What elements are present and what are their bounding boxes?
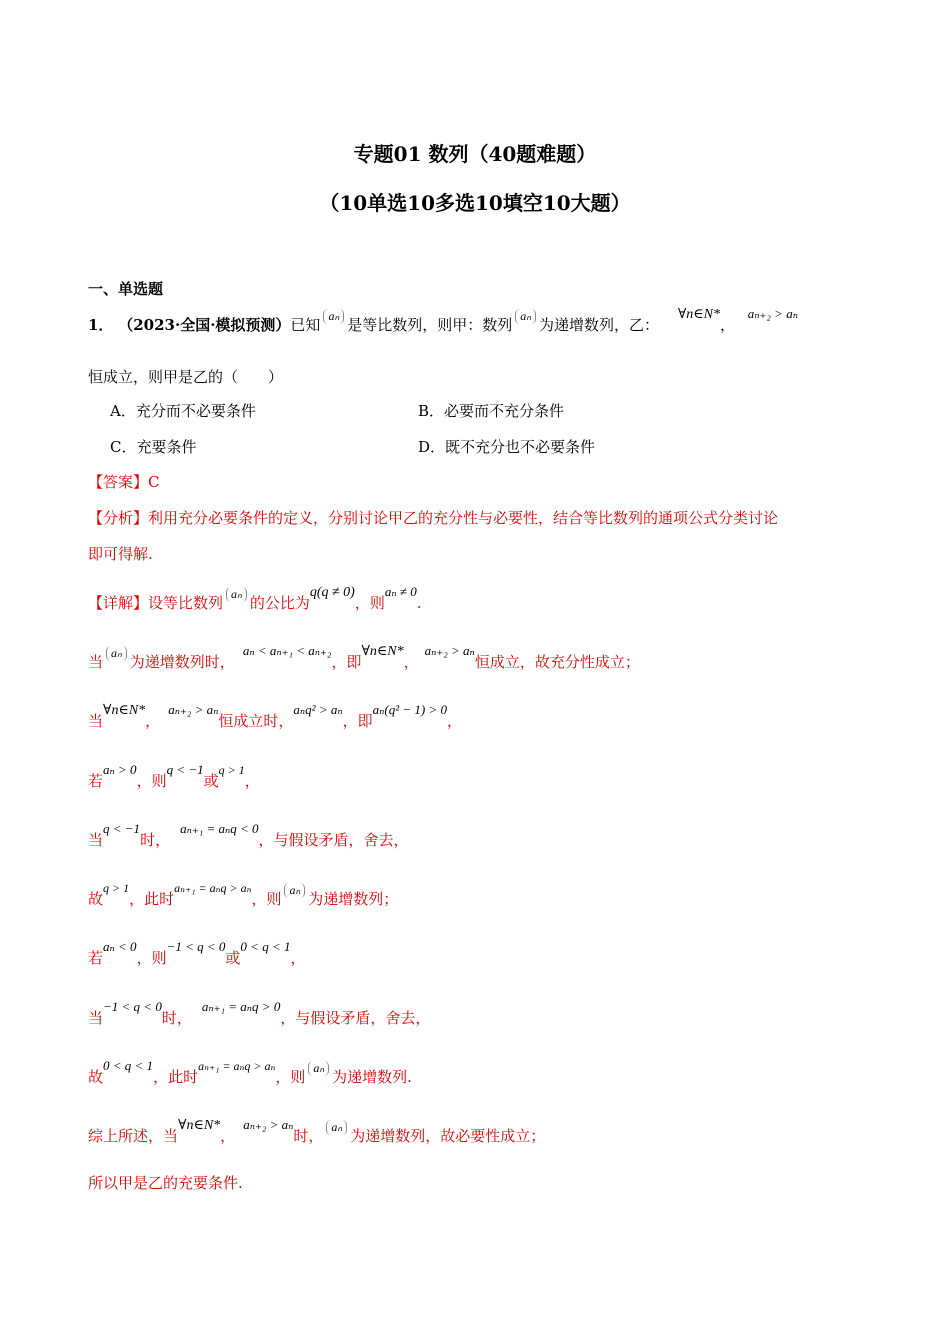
answer-value: C xyxy=(148,473,160,491)
question-source: （2023·全国·模拟预测） xyxy=(118,316,291,334)
conclusion-line: 所以甲是乙的充要条件. xyxy=(88,1174,243,1192)
detail-text: ，则 xyxy=(275,1068,306,1086)
detail-text: 为递增数列，故必要性成立； xyxy=(350,1127,546,1145)
stem-text: ， xyxy=(719,316,735,334)
detail-text: ，则 xyxy=(354,594,385,612)
question-stem-cont: 恒成立，则甲是乙的（ ） xyxy=(88,368,284,386)
detail-line-8 xyxy=(88,999,431,1028)
question-stem xyxy=(88,306,798,335)
analysis-cont: 即可得解. xyxy=(88,545,153,563)
detail-text: ， xyxy=(447,712,463,730)
detail-text: 或 xyxy=(203,772,219,790)
math-forall: ∀n∈N* xyxy=(677,307,720,322)
detail-text: ，则 xyxy=(251,890,282,908)
detail-text: 当 xyxy=(88,1009,104,1027)
math-ratio: q(q ≠ 0) xyxy=(309,585,355,600)
math-condition: aₙ₊₂ > aₙ xyxy=(243,1117,294,1132)
detail-text: 时， xyxy=(161,1009,192,1027)
analysis-tag: 【分析】 xyxy=(88,509,149,527)
question-number: 1． xyxy=(88,316,114,334)
detail-text: 当 xyxy=(88,712,104,730)
detail-text: ， xyxy=(403,653,419,671)
detail-text: ，此时 xyxy=(129,890,175,908)
detail-text: 为递增数列； xyxy=(308,890,399,908)
detail-text: . xyxy=(416,594,422,612)
detail-text: 当 xyxy=(88,831,104,849)
detail-text: 时， xyxy=(140,831,171,849)
math-0-q-1: 0 < q < 1 xyxy=(240,939,291,954)
math-forall: ∀n∈N* xyxy=(361,644,404,659)
detail-text: 故 xyxy=(88,890,104,908)
detail-text: 故 xyxy=(88,1068,104,1086)
math-forall: ∀n∈N* xyxy=(178,1118,221,1133)
detail-text: 或 xyxy=(225,949,241,967)
stem-text: 为递增数列，乙： xyxy=(539,316,660,334)
math-anq2: aₙq² > aₙ xyxy=(293,702,343,717)
answer-line xyxy=(88,471,160,492)
detail-tag: 【详解】 xyxy=(88,594,149,612)
math-condition: aₙ₊₂ > aₙ xyxy=(424,643,475,658)
math-sequence: aₙ xyxy=(323,309,344,324)
option-c[interactable]: C．充要条件 xyxy=(110,438,197,456)
option-a[interactable]: A．充分而不必要条件 xyxy=(110,402,256,420)
detail-text: ， xyxy=(244,772,260,790)
math-sequence: aₙ xyxy=(284,883,305,898)
detail-text: 恒成立时， xyxy=(218,712,294,730)
detail-text: ，即 xyxy=(331,653,362,671)
analysis-line xyxy=(88,507,778,528)
detail-line-2 xyxy=(88,643,640,672)
detail-text: 时， xyxy=(293,1127,324,1145)
math-an1-gt-an: aₙ₊₁ = aₙq > aₙ xyxy=(198,1059,276,1073)
section-heading: 一、单选题 xyxy=(88,280,164,298)
detail-text: ， xyxy=(290,949,306,967)
math-neg1-q-0: −1 < q < 0 xyxy=(166,939,226,954)
math-sequence: aₙ xyxy=(106,646,127,661)
math-anq2m1: aₙ(q² − 1) > 0 xyxy=(372,702,448,717)
detail-text: ，与假设矛盾，舍去， xyxy=(280,1009,431,1027)
math-q-gt1: q > 1 xyxy=(218,763,245,777)
detail-text: ， xyxy=(145,712,161,730)
stem-text: 已知 xyxy=(290,316,321,334)
option-d[interactable]: D．既不充分也不必要条件 xyxy=(418,438,596,456)
math-q-gt1: q > 1 xyxy=(103,881,130,895)
detail-text: ，此时 xyxy=(153,1068,199,1086)
detail-text: ，即 xyxy=(342,712,373,730)
math-0-q-1: 0 < q < 1 xyxy=(103,1058,154,1073)
detail-line-6 xyxy=(88,881,399,909)
math-an-nonzero: aₙ ≠ 0 xyxy=(384,584,417,599)
detail-line-10 xyxy=(88,1117,546,1146)
math-condition: aₙ₊₂ > aₙ xyxy=(747,306,798,321)
detail-line-7 xyxy=(88,939,306,968)
detail-line-1 xyxy=(88,584,422,613)
answer-tag: 【答案】 xyxy=(88,473,149,491)
math-forall: ∀n∈N* xyxy=(103,703,146,718)
page-title: 专题01 数列（40题难题） xyxy=(353,142,597,166)
math-chain: aₙ < aₙ₊₁ < aₙ₊₂ xyxy=(242,643,332,658)
detail-line-5 xyxy=(88,821,409,850)
detail-line-4 xyxy=(88,762,260,791)
math-sequence: aₙ xyxy=(308,1061,329,1076)
math-an1-gt-an: aₙ₊₁ = aₙq > aₙ xyxy=(174,881,252,895)
detail-text: ，与假设矛盾，舍去， xyxy=(258,831,409,849)
math-sequence: aₙ xyxy=(326,1120,347,1135)
math-q-less-neg1: q < −1 xyxy=(166,762,204,777)
math-sequence: aₙ xyxy=(515,309,536,324)
detail-text: 综上所述，当 xyxy=(88,1127,179,1145)
option-b[interactable]: B．必要而不充分条件 xyxy=(418,402,565,420)
detail-text: 为递增数列. xyxy=(332,1068,412,1086)
math-condition: aₙ₊₂ > aₙ xyxy=(168,702,219,717)
detail-text: 设等比数列 xyxy=(148,594,224,612)
math-an-positive: aₙ > 0 xyxy=(103,762,137,777)
detail-text: 若 xyxy=(88,949,104,967)
detail-text: ， xyxy=(220,1127,236,1145)
math-an1-positive: aₙ₊₁ = aₙq > 0 xyxy=(201,999,281,1014)
detail-line-3 xyxy=(88,702,463,731)
analysis-text: 利用充分必要条件的定义，分别讨论甲乙的充分性与必要性，结合等比数列的通项公式分类讨论 xyxy=(148,509,779,527)
detail-text: 为递增数列时， xyxy=(129,653,235,671)
math-neg1-q-0: −1 < q < 0 xyxy=(103,999,162,1014)
math-q-less-neg1: q < −1 xyxy=(103,821,141,836)
detail-text: ，则 xyxy=(136,949,167,967)
detail-text: 当 xyxy=(88,653,104,671)
detail-text: 的公比为 xyxy=(249,594,310,612)
math-sequence: aₙ xyxy=(226,587,247,602)
math-an-negative: aₙ < 0 xyxy=(103,939,137,954)
detail-text: 若 xyxy=(88,772,104,790)
math-an1-negative: aₙ₊₁ = aₙq < 0 xyxy=(180,821,259,836)
detail-text: ，则 xyxy=(136,772,167,790)
detail-text: 恒成立，故充分性成立； xyxy=(474,653,640,671)
page-subtitle: （10单选10多选10填空10大题） xyxy=(319,191,631,215)
detail-line-9 xyxy=(88,1058,412,1087)
stem-text: 是等比数列，则甲：数列 xyxy=(347,316,513,334)
